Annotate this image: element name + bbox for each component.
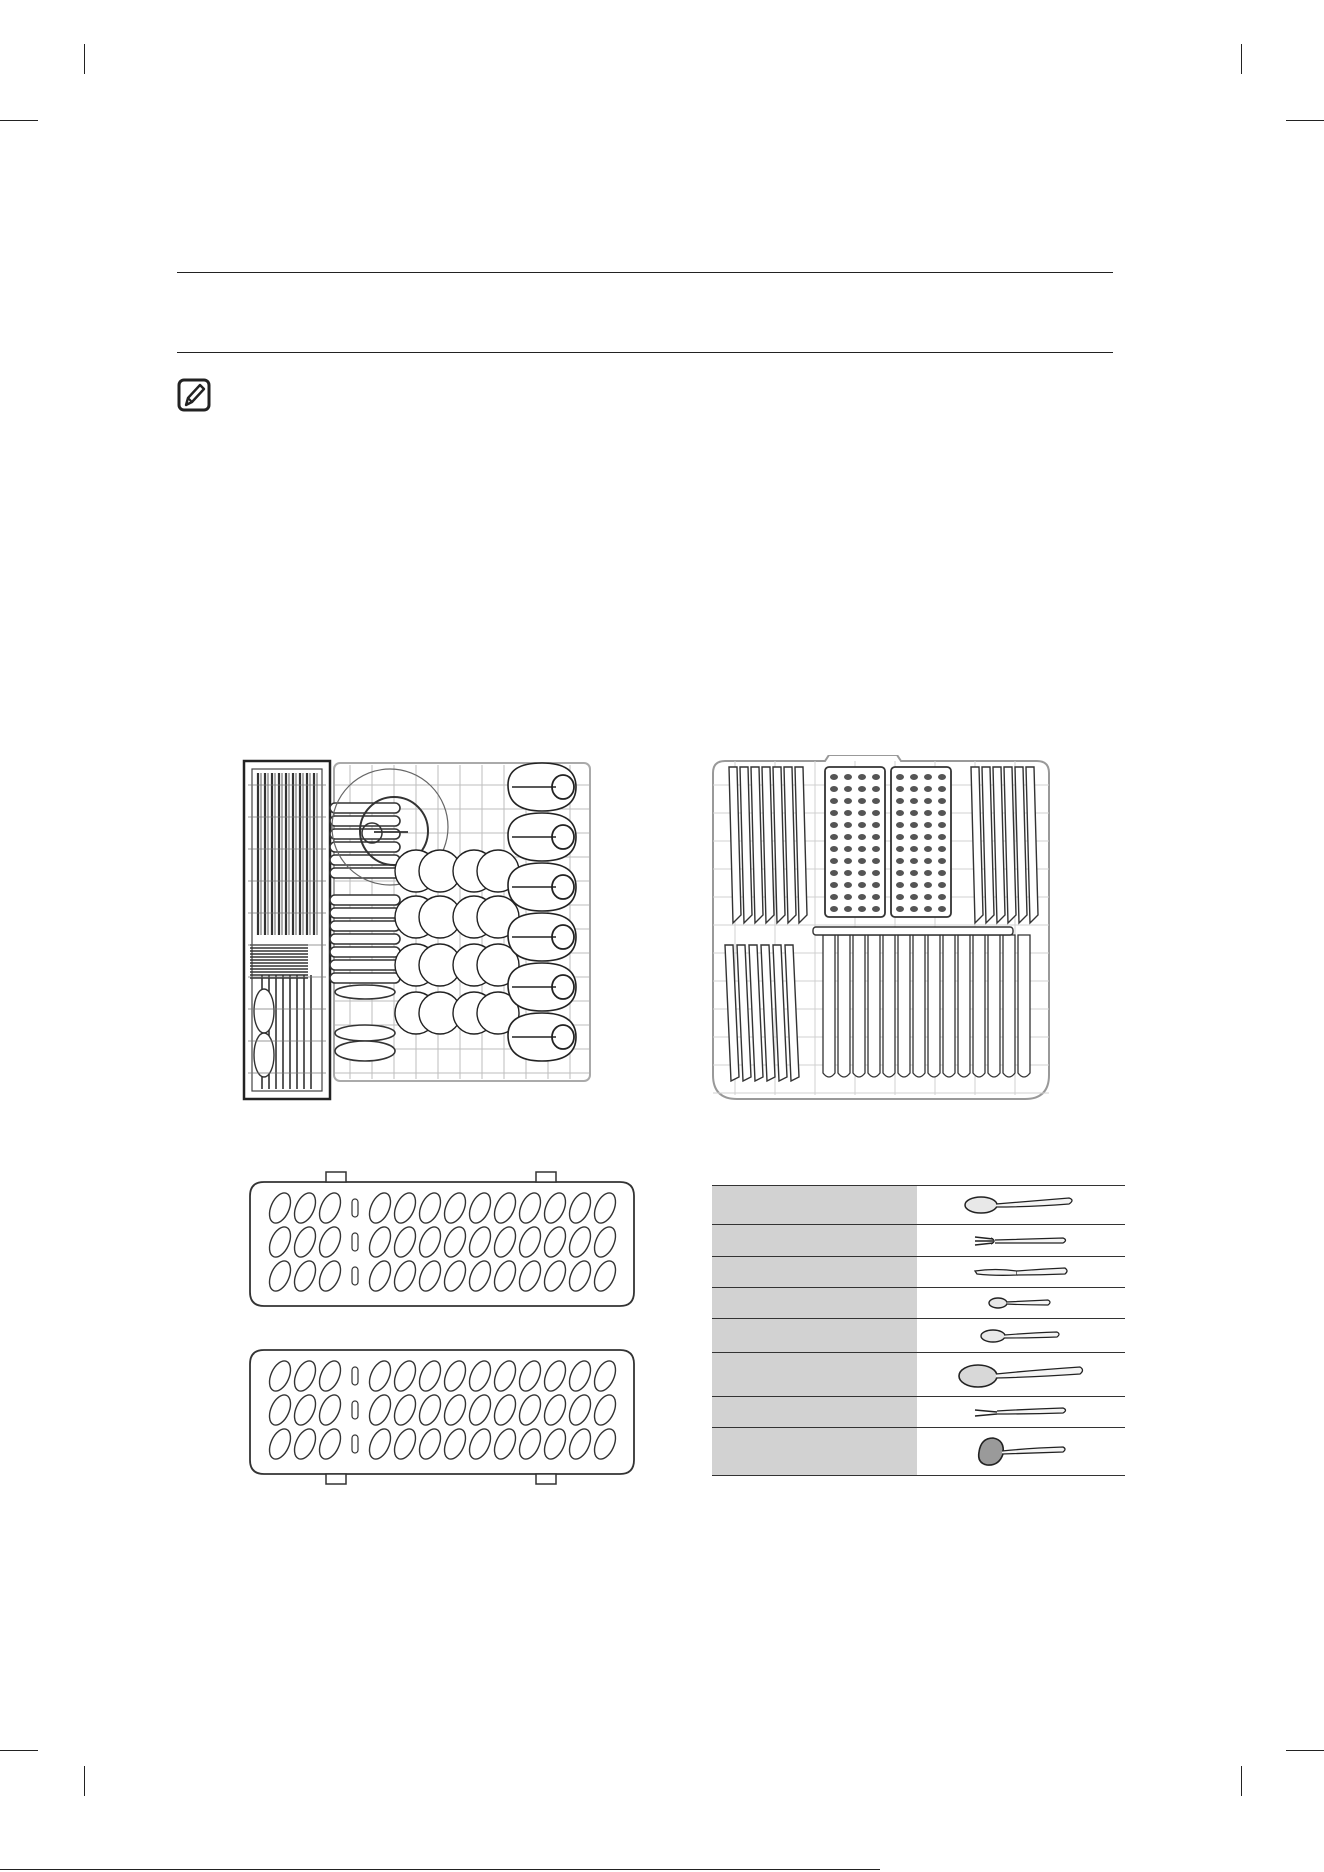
header-rule-top — [177, 272, 1113, 273]
cutlery-name-cell — [712, 1428, 917, 1475]
small-spoon-icon — [986, 1293, 1056, 1313]
crop-mark-top-right-v — [1241, 44, 1242, 74]
crop-mark-bottom-left-v — [84, 1766, 85, 1796]
lower-rack-loading-diagram — [240, 755, 592, 1105]
cutlery-icon-cell — [917, 1186, 1125, 1224]
crop-mark-top-left-h — [0, 120, 38, 121]
cutlery-table — [712, 1185, 1125, 1476]
cutlery-name-cell — [712, 1186, 917, 1224]
cutlery-icon-cell — [917, 1397, 1125, 1427]
table-row — [712, 1428, 1125, 1476]
cutlery-icon-cell — [917, 1319, 1125, 1352]
dessert-spoon-icon — [979, 1325, 1063, 1347]
cutlery-icon-cell — [917, 1257, 1125, 1287]
crop-mark-bottom-left-h — [0, 1750, 38, 1751]
ladle-icon — [973, 1432, 1069, 1472]
cutlery-name-cell — [712, 1353, 917, 1396]
crop-mark-bottom-right-h — [1286, 1750, 1324, 1751]
table-row — [712, 1319, 1125, 1353]
cutlery-basket-diagram — [236, 1170, 656, 1490]
knife-icon — [971, 1262, 1071, 1282]
cutlery-name-cell — [712, 1257, 917, 1287]
table-row — [712, 1186, 1125, 1225]
table-row — [712, 1288, 1125, 1319]
serving-fork-icon — [971, 1402, 1071, 1422]
crop-mark-top-right-h — [1286, 120, 1324, 121]
upper-rack-loading-diagram — [705, 755, 1057, 1105]
header-rule-bottom — [177, 352, 1113, 353]
table-row — [712, 1397, 1125, 1428]
cutlery-name-cell — [712, 1319, 917, 1352]
cutlery-name-cell — [712, 1225, 917, 1256]
cutlery-icon-cell — [917, 1428, 1125, 1475]
crop-mark-top-left-v — [84, 44, 85, 74]
serving-spoon-icon — [956, 1359, 1086, 1391]
fork-icon — [971, 1231, 1071, 1251]
table-row — [712, 1353, 1125, 1397]
crop-mark-bottom-right-v — [1241, 1766, 1242, 1796]
cutlery-icon-cell — [917, 1225, 1125, 1256]
note-pencil-icon — [177, 378, 211, 412]
cutlery-icon-cell — [917, 1288, 1125, 1318]
table-row — [712, 1225, 1125, 1257]
teaspoon-icon — [961, 1191, 1081, 1219]
bottom-slug-line — [0, 1869, 880, 1870]
table-row — [712, 1257, 1125, 1288]
cutlery-icon-cell — [917, 1353, 1125, 1396]
cutlery-name-cell — [712, 1288, 917, 1318]
cutlery-name-cell — [712, 1397, 917, 1427]
